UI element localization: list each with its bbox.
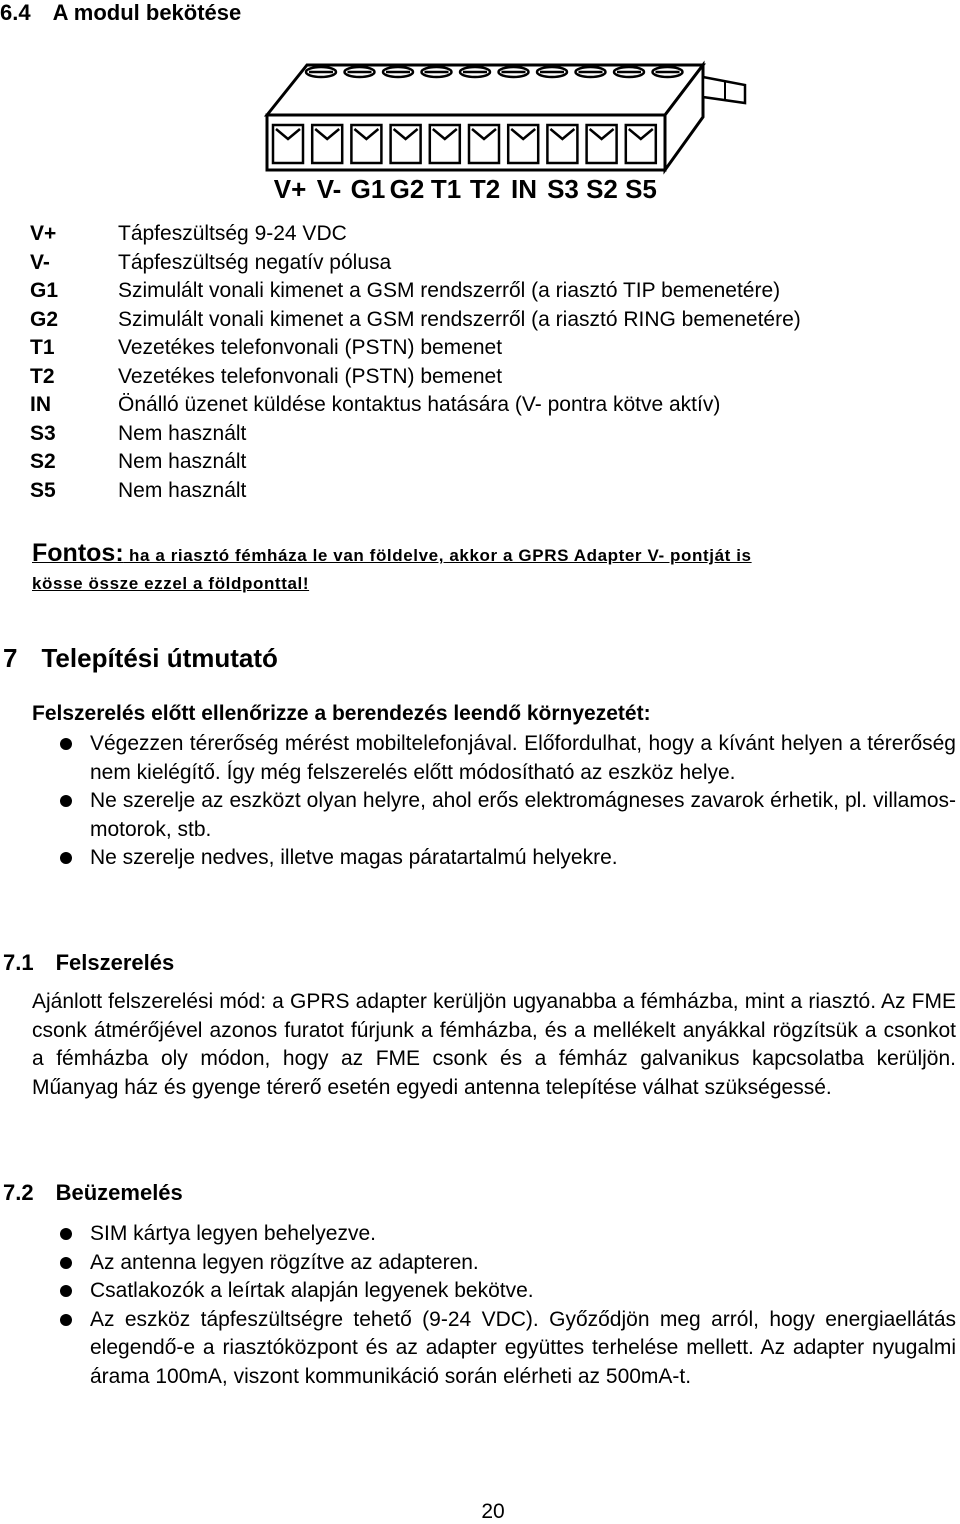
pin-code: T2: [30, 364, 55, 388]
section-heading-7: [3, 643, 278, 674]
section-title: Beüzemelés: [55, 1180, 183, 1205]
bullet-text: Csatlakozók a leírtak alapján legyenek bekötve.: [90, 1279, 534, 1302]
pin-row: [30, 249, 801, 278]
bullet-icon: [60, 1257, 72, 1269]
bullet-icon: [60, 795, 72, 807]
section-heading-7-1: [3, 950, 174, 976]
bullet-text: Az antenna legyen rögzítve az adapteren.: [90, 1250, 479, 1274]
pin-description: Nem használt: [118, 450, 247, 473]
pin-table: [30, 220, 801, 505]
pin-description: Tápfeszültség 9-24 VDC: [118, 222, 347, 245]
pin-row: [30, 391, 801, 420]
pin-description: Nem használt: [118, 478, 247, 502]
pin-row: [30, 448, 801, 477]
connector-pin-label: T2: [469, 174, 501, 204]
section-number: 7.2: [3, 1180, 34, 1205]
pin-row: [30, 363, 801, 392]
bullet-icon: [60, 1228, 72, 1240]
section-7-subheading: Felszerelés előtt ellenőrizze a berendezés leendő környezetét:: [32, 702, 651, 725]
connector-pin-label: S3: [547, 174, 579, 204]
pin-row: [30, 420, 801, 449]
connector-pin-label: G1: [350, 174, 386, 204]
connector-pin-label: IN: [511, 174, 537, 204]
bullet-text: Végezzen térerőség mérést mobiltelefonjával. Előfordulhat, hogy a kívánt helyen a térerőség nem kielégítő. Így még felszerelés előtt módosítható az eszköz helye.: [90, 732, 956, 784]
bullet-item: [32, 730, 956, 787]
pin-code: T1: [30, 336, 55, 359]
grounding-warning: [32, 540, 930, 597]
connector-pin-label: G2: [389, 174, 425, 204]
pin-code: IN: [30, 393, 51, 416]
section-7-1-paragraph: Ajánlott felszerelési mód: a GPRS adapter kerüljön ugyanabba a fémházba, mint a riasztó. Az FME csonk átmérőjével azonos furatot fúrjunk a fémházba, és a mellékelt anyákkal rögzítsük a csonkot a fémházba oly módon, hogy az FME csonk és a fémház galvanikus kapcsolatba kerüljön. Műanyag ház és gyenge térerő esetén egyedi antenna telepítése válhat szükségessé.: [32, 990, 956, 1099]
bullet-item: [32, 1220, 956, 1249]
pin-row: [30, 306, 801, 335]
bullet-icon: [60, 852, 72, 864]
section-number: 7.1: [3, 950, 34, 975]
pin-description: Tápfeszültség negatív pólusa: [118, 250, 392, 274]
pin-code: G1: [30, 279, 59, 302]
bullet-text: Az eszköz tápfeszültségre tehető (9-24 VDC). Győződjön meg arról, hogy energiaellátás elegendő-e a riasztóközpont és az adapter együttes terhelése mellett. Az adapter nyugalmi árama 100mA, viszont kommunikáció során elérheti az 500mA-t.: [90, 1307, 956, 1388]
section-7-bullets: [32, 730, 956, 873]
bullet-item: [32, 844, 956, 873]
pin-code: V+: [30, 222, 57, 245]
pin-description: Szimulált vonali kimenet a GSM rendszerről (a riasztó RING bemenetére): [118, 307, 801, 331]
connector-pin-label: V+: [273, 174, 307, 204]
pin-row: [30, 277, 801, 306]
pin-code: S2: [30, 450, 56, 473]
bullet-item: [32, 1277, 956, 1306]
section-heading-6-4: [0, 0, 241, 26]
bullet-item: [32, 787, 956, 844]
bullet-text: SIM kártya legyen behelyezve.: [90, 1222, 376, 1245]
pin-code: G2: [30, 307, 59, 331]
warning-line-1: ha a riasztó fémháza le van földelve, akkor a GPRS Adapter V- pontját is: [123, 546, 752, 565]
pin-description: Szimulált vonali kimenet a GSM rendszerről (a riasztó TIP bemenetére): [118, 279, 781, 302]
pin-description: Nem használt: [118, 421, 247, 445]
pin-description: Önálló üzenet küldése kontaktus hatására (V- pontra kötve aktív): [118, 393, 721, 416]
pin-row: [30, 334, 801, 363]
pin-row: [30, 220, 801, 249]
warning-line-2: kösse össze ezzel a földponttal!: [32, 574, 310, 593]
bullet-text: Ne szerelje az eszközt olyan helyre, ahol erős elektromágneses zavarok érhetik, pl. villamos-motorok, stb.: [90, 789, 956, 841]
pin-description: Vezetékes telefonvonali (PSTN) bemenet: [118, 336, 503, 359]
section-title: Telepítési útmutató: [41, 643, 278, 673]
bullet-icon: [60, 1285, 72, 1297]
connector-pin-label: T1: [430, 174, 462, 204]
section-heading-7-2: [3, 1180, 183, 1206]
page-number: 20: [481, 1500, 505, 1523]
connector-pin-label: V-: [316, 174, 342, 204]
connector-pin-label: S5: [625, 174, 657, 204]
terminal-block-diagram: [255, 55, 755, 205]
section-number: 7: [3, 643, 18, 673]
section-title: Felszerelés: [55, 950, 175, 975]
section-7-2-bullets: [32, 1220, 956, 1391]
section-title: A modul bekötése: [52, 0, 242, 25]
pin-row: [30, 477, 801, 506]
pin-code: S3: [30, 421, 56, 445]
bullet-item: [32, 1306, 956, 1392]
warning-lead: Fontos:: [32, 539, 124, 567]
bullet-item: [32, 1249, 956, 1278]
pin-code: S5: [30, 478, 56, 502]
pin-code: V-: [30, 250, 50, 274]
bullet-icon: [60, 1314, 72, 1326]
section-number: 6.4: [0, 0, 31, 25]
bullet-text: Ne szerelje nedves, illetve magas páratartalmú helyekre.: [90, 846, 618, 869]
pin-description: Vezetékes telefonvonali (PSTN) bemenet: [118, 364, 503, 388]
bullet-icon: [60, 738, 72, 750]
connector-pin-label: S2: [586, 174, 618, 204]
